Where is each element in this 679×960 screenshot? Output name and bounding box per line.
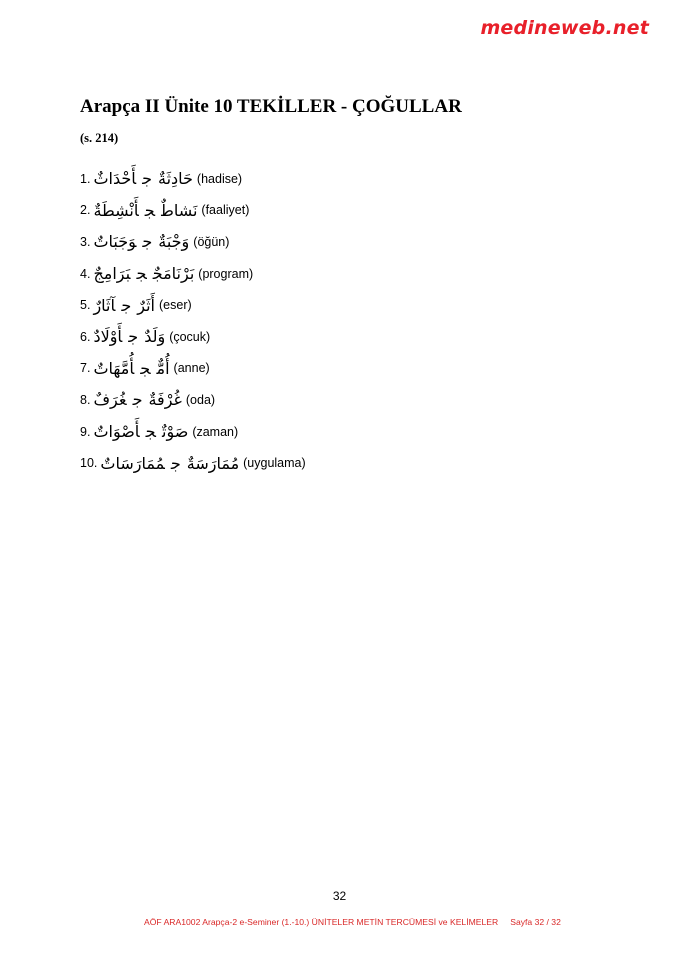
list-item xyxy=(80,258,306,290)
page-reference: (s. 214) xyxy=(80,131,119,145)
meaning: (çocuk) xyxy=(169,329,211,344)
arabic-pair xyxy=(93,359,169,378)
list-item xyxy=(80,321,306,353)
word-list xyxy=(80,163,306,479)
plural-separator: ج xyxy=(145,422,156,442)
plural-separator: ج xyxy=(144,200,156,220)
list-item xyxy=(80,163,306,195)
page-number: 32 xyxy=(332,889,347,903)
footer-page-count: Sayfa 32 / 32 xyxy=(510,917,561,927)
plural-separator: ج xyxy=(136,264,147,284)
list-item xyxy=(80,416,306,448)
meaning: (anne) xyxy=(173,361,210,376)
footer-text: AÖF ARA1002 Arapça-2 e-Seminer (1.-10.) ÜNİTELER METİN TERCÜMESİ ve KELİMELER xyxy=(144,917,499,927)
list-item xyxy=(80,226,306,258)
plural-word: أَوْلَادٌ xyxy=(93,327,123,347)
page-title: Arapça II Ünite 10 TEKİLLER - ÇOĞULLAR xyxy=(80,96,462,117)
item-number: 9. xyxy=(80,424,91,439)
arabic-pair xyxy=(93,169,192,188)
arabic-pair xyxy=(93,264,194,283)
singular-word: غُرْفَةٌ xyxy=(148,390,182,410)
plural-word: أَصْوَاتٌ xyxy=(93,422,140,442)
meaning: (oda) xyxy=(185,392,216,407)
item-number: 3. xyxy=(80,234,91,249)
arabic-pair xyxy=(93,422,188,441)
plural-separator: ج xyxy=(142,169,152,189)
plural-word: آثَارٌ xyxy=(93,295,116,315)
meaning: (zaman) xyxy=(192,424,239,439)
singular-word: أَثَرٌ xyxy=(137,295,155,315)
plural-word: بَرَامِجٌ xyxy=(93,264,131,284)
singular-word: نَشاطٌ xyxy=(161,200,198,220)
singular-word: مُمَارَسَةٌ xyxy=(186,453,240,473)
singular-word: وَجْبَةٌ xyxy=(158,232,190,252)
plural-word: مُمَارَسَاتٌ xyxy=(100,453,165,473)
arabic-pair xyxy=(93,201,197,220)
list-item xyxy=(80,195,306,227)
meaning: (uygulama) xyxy=(243,456,306,471)
singular-word: بَرْنَامَجٌ xyxy=(152,264,195,284)
plural-word: أُمَّهَاتٌ xyxy=(93,358,135,378)
page-footer xyxy=(144,917,561,927)
item-number: 1. xyxy=(80,171,91,186)
plural-separator: ج xyxy=(140,358,151,378)
plural-separator: ج xyxy=(132,390,143,410)
plural-separator: ج xyxy=(121,295,132,315)
item-number: 2. xyxy=(80,203,91,218)
singular-word: أُمٌّ xyxy=(156,358,170,378)
item-number: 7. xyxy=(80,361,91,376)
arabic-pair xyxy=(100,454,239,473)
plural-word: غُرَفٌ xyxy=(93,390,127,410)
item-number: 8. xyxy=(80,392,91,407)
arabic-pair xyxy=(93,327,165,346)
meaning: (faaliyet) xyxy=(201,203,250,218)
item-number: 6. xyxy=(80,329,91,344)
list-item xyxy=(80,353,306,385)
item-number: 5. xyxy=(80,298,91,313)
plural-separator: ج xyxy=(128,327,139,347)
watermark-logo: medineweb.net xyxy=(480,17,649,39)
meaning: (hadise) xyxy=(196,171,243,186)
singular-word: صَوْتٌ xyxy=(162,422,189,442)
plural-word: وَجَبَاتٌ xyxy=(93,232,137,252)
list-item xyxy=(80,289,306,321)
plural-word: أَحْدَاثٌ xyxy=(93,169,137,189)
meaning: (program) xyxy=(198,266,254,281)
arabic-pair xyxy=(93,390,181,409)
list-item xyxy=(80,384,306,416)
plural-separator: ج xyxy=(170,453,181,473)
item-number: 10. xyxy=(80,456,98,471)
meaning: (eser) xyxy=(159,298,192,313)
arabic-pair xyxy=(93,232,189,251)
item-number: 4. xyxy=(80,266,91,281)
singular-word: حَادِثَةٌ xyxy=(158,169,193,189)
plural-word: أَنْشِطَةٌ xyxy=(93,200,139,220)
singular-word: وَلَدٌ xyxy=(144,327,166,347)
plural-separator: ج xyxy=(142,232,153,252)
arabic-pair xyxy=(93,296,155,315)
list-item xyxy=(80,447,306,479)
meaning: (öğün) xyxy=(193,234,230,249)
